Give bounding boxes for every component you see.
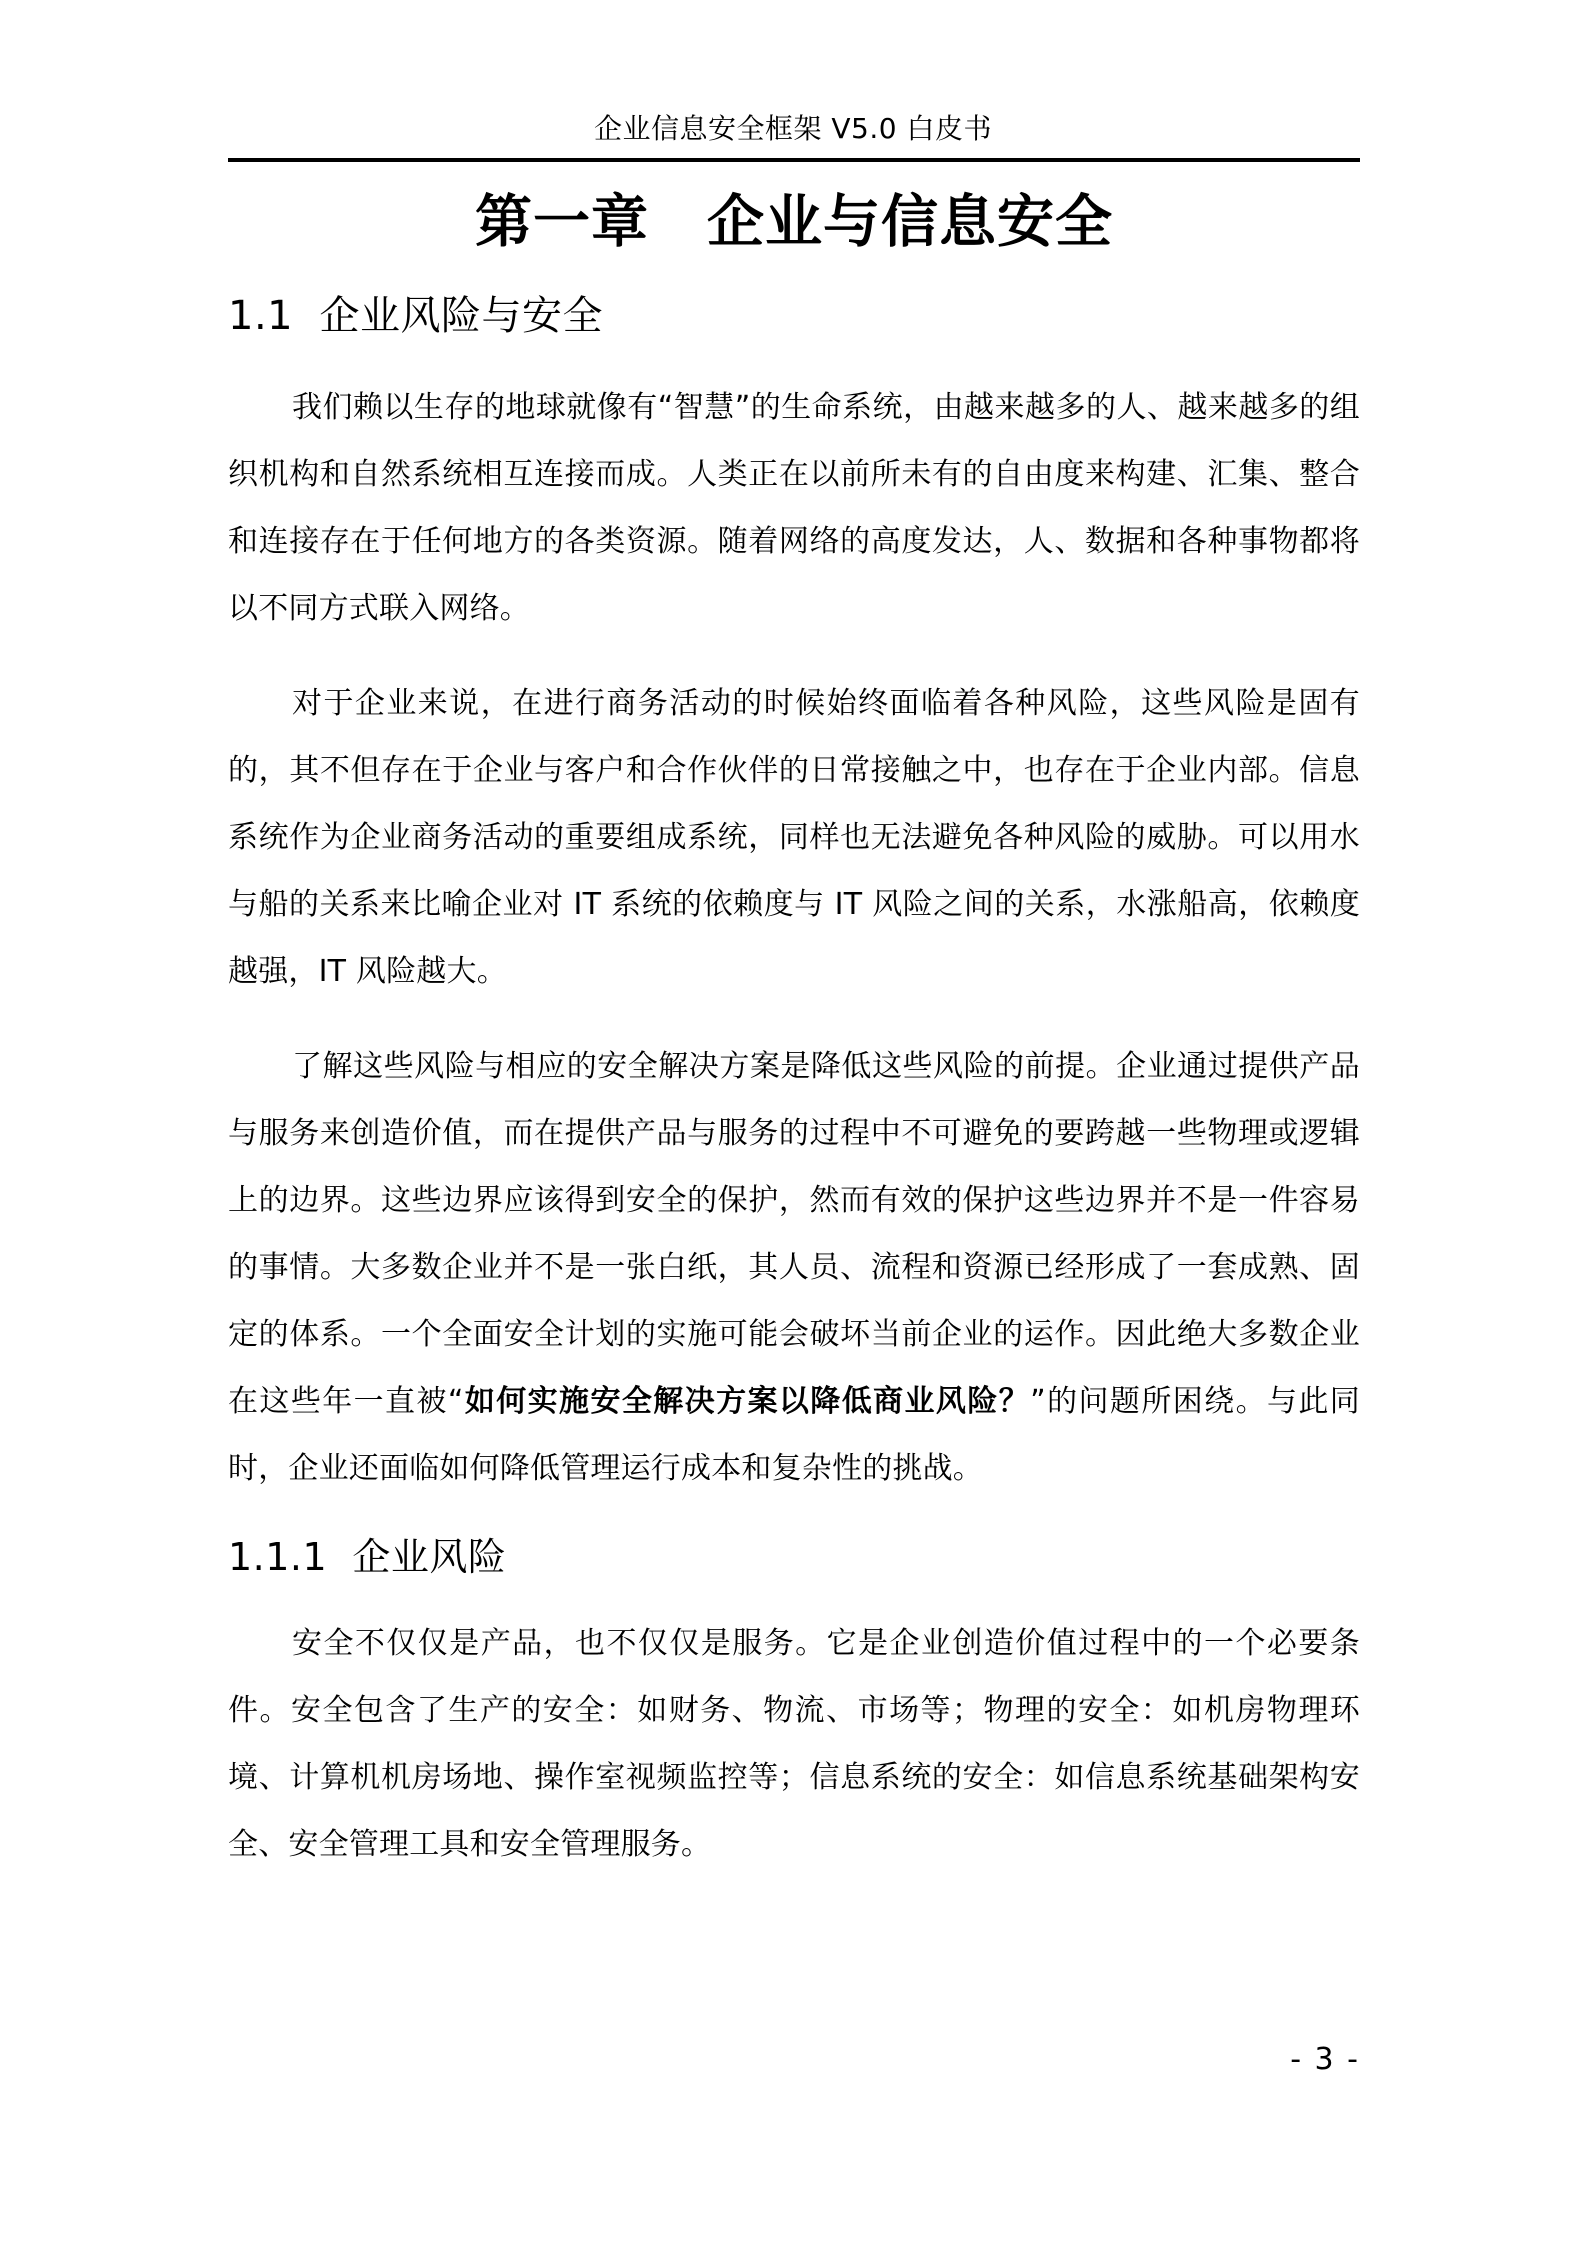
paragraph-3-bold-question: 如何实施安全解决方案以降低商业风险？ [463,1384,1031,1419]
spacer [228,1005,1360,1033]
chapter-title: 第一章 企业与信息安全 [475,189,1113,255]
section-heading-1-1: 1.1 企业风险与安全 [228,293,604,339]
paragraph-1: 我们赖以生存的地球就像有“智慧”的生命系统，由越来越多的人、越来越多的组织机构和自然系统相互连接而成。人类正在以前所未有的自由度来构建、汇集、整合和连接存在于任何地方的各类资源。随着网络的高度发达，人、数据和各种事物都将以不同方式联入网络。 [228,390,1360,626]
spacer [228,1584,1360,1610]
spacer [228,1502,1360,1530]
paragraph-3-text-after-bold: ”的问题所困绕。与此同时，企业还面临如何降低管理运行成本和复杂性的挑战。 [228,1384,1360,1486]
paragraph-3 [228,1033,1360,1502]
spacer [228,344,1360,374]
paragraph-4: 安全不仅仅是产品，也不仅仅是服务。它是企业创造价值过程中的一个必要条件。安全包含了生产的安全：如财务、物流、市场等；物理的安全：如机房物理环境、计算机机房场地、操作室视频监控等；信息系统的安全：如信息系统基础架构安全、安全管理工具和安全管理服务。 [228,1626,1360,1862]
paragraph-2: 对于企业来说，在进行商务活动的时候始终面临着各种风险，这些风险是固有的，其不但存在于企业与客户和合作伙伴的日常接触之中，也存在于企业内部。信息系统作为企业商务活动的重要组成系统，同样也无法避免各种风险的威胁。可以用水与船的关系来比喻企业对 IT 系统的依赖度与 IT 风险之间的关系，水涨船高，依赖度越强，IT 风险越大。 [228,686,1360,989]
running-header [228,112,1358,146]
header-divider-rule [228,158,1360,162]
section-heading-1-1-1: 1.1.1 企业风险 [228,1535,507,1579]
header-title-text: 企业信息安全框架 V5.0 白皮书 [594,112,992,145]
paragraph-3-text-before-bold: 了解这些风险与相应的安全解决方案是降低这些风险的前提。企业通过提供产品与服务来创造价值，而在提供产品与服务的过程中不可避免的要跨越一些物理或逻辑上的边界。这些边界应该得到安全的保护，然而有效的保护这些边界并不是一件容易的事情。大多数企业并不是一张白纸，其人员、流程和资源已经形成了一套成熟、固定的体系。一个全面安全计划的实施可能会破坏当前企业的运作。因此绝大多数企业在这些年一直被“ [228,1049,1360,1419]
page-number-footer: - 3 - [1290,2042,1360,2077]
document-body [228,288,1360,1878]
spacer [228,642,1360,670]
